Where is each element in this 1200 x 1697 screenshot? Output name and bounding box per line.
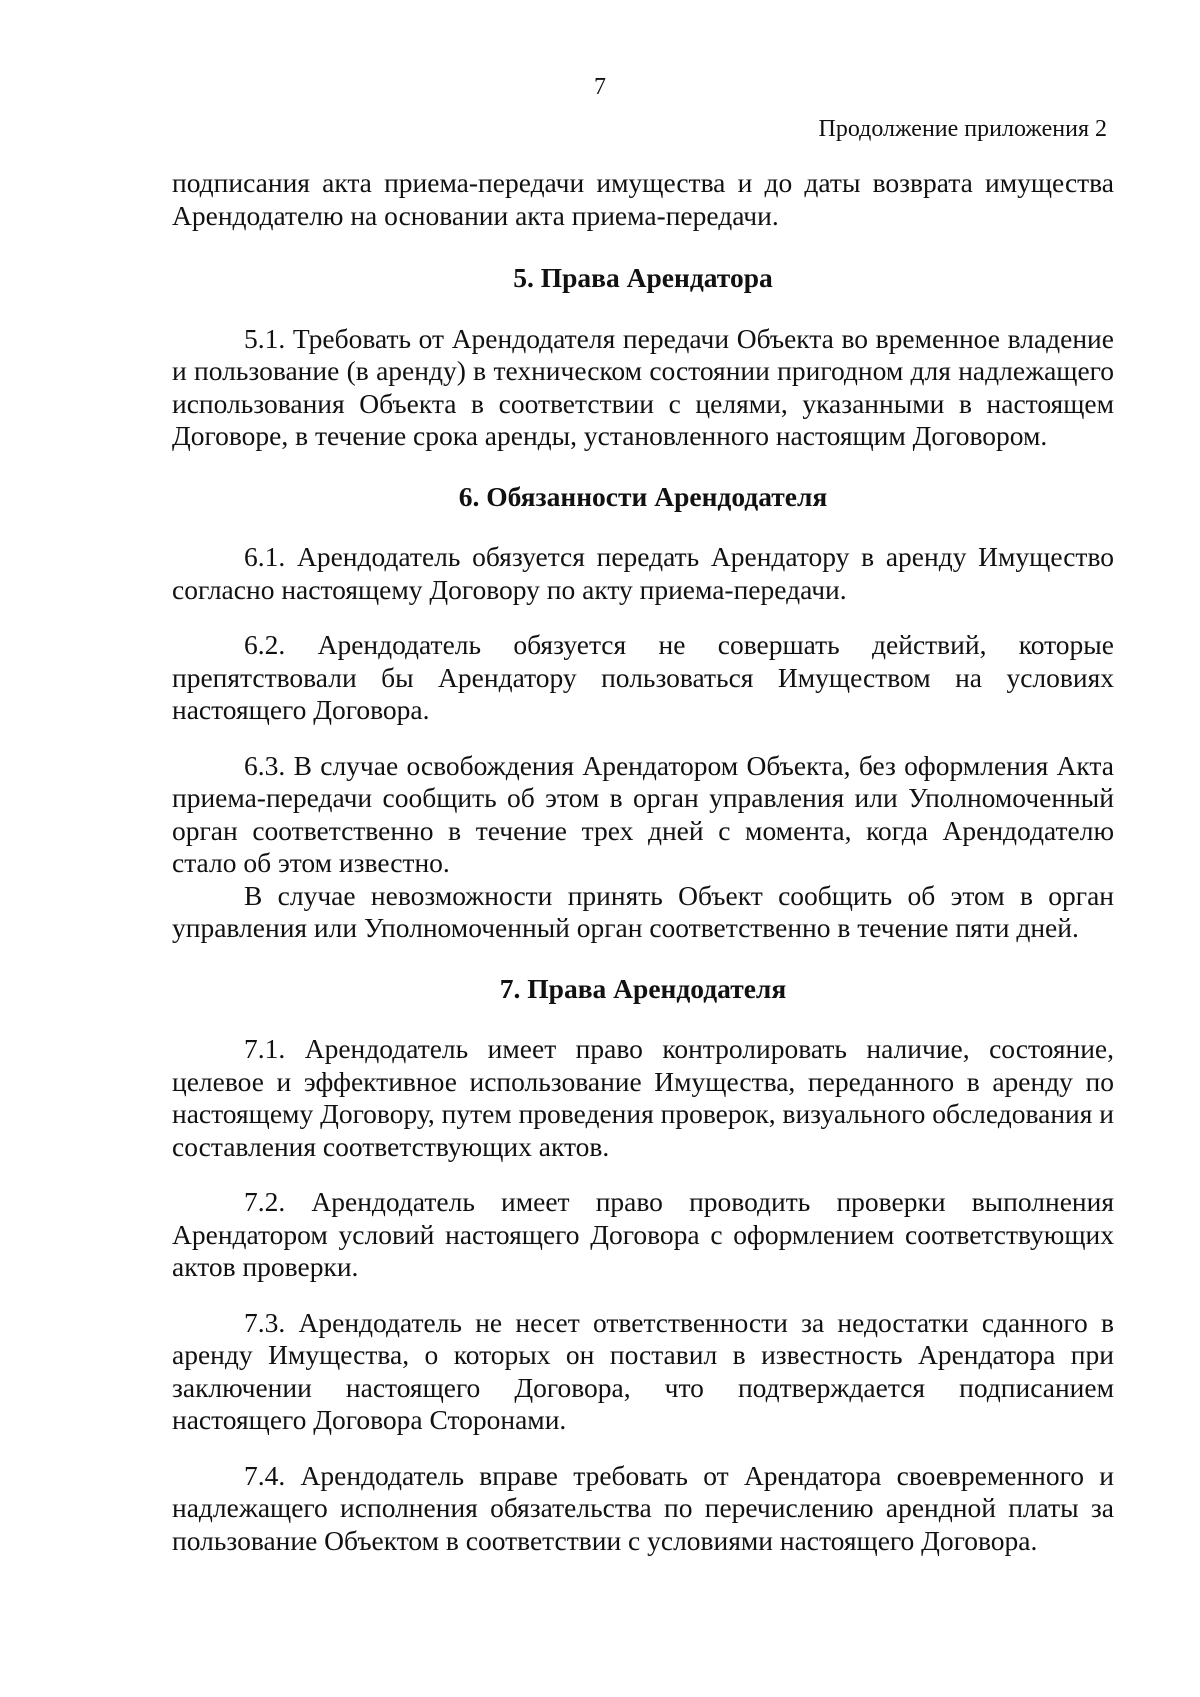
clause-6-2: 6.2. Арендодатель обязуется не совершать действий, которые препятствовали бы Арендатору пользоваться Имуществом на условиях настоящего Договора. (172, 629, 1114, 725)
clause-7-1: 7.1. Арендодатель имеет право контролировать наличие, состояние, целевое и эффективное использование Имущества, переданного в аренду по настоящему Договору, путем проведения проверок, визуального обследования и составления соответствующих актов. (172, 1033, 1114, 1162)
clause-6-3-continuation: В случае невозможности принять Объект сообщить об этом в орган управления или Уполномоченный орган соответственно в течение пяти дней. (172, 879, 1114, 943)
clause-7-4: 7.4. Арендодатель вправе требовать от Арендатора своевременного и надлежащего исполнения обязательства по перечислению арендной платы за пользование Объектом в соответствии с условиями настоящего Договора. (172, 1459, 1114, 1556)
clause-7-2: 7.2. Арендодатель имеет право проводить проверки выполнения Арендатором условий настоящего Договора с оформлением соответствующих актов проверки. (172, 1186, 1114, 1282)
clause-6-1: 6.1. Арендодатель обязуется передать Арендатору в аренду Имущество согласно настоящему Договору по акту приема-передачи. (172, 541, 1114, 605)
section-7 (172, 973, 1114, 1558)
clause-7-3: 7.3. Арендодатель не несет ответственности за недостатки сданного в аренду Имущества, о которых он поставил в известность Арендатора при заключении настоящего Договора, что подтверждается подписанием настоящего Договора Сторонами. (172, 1306, 1114, 1435)
intro-paragraph: подписания акта приема-передачи имущества и до даты возврата имущества Арендодателю на основании акта приема-передачи. (172, 167, 1114, 231)
section-title: 6. Обязанности Арендодателя (458, 480, 828, 512)
section-5 (172, 262, 1114, 453)
section-title: 5. Права Арендатора (513, 262, 773, 293)
document-body (172, 167, 1114, 1557)
section-6 (172, 481, 1114, 945)
appendix-continuation-label: Продолжение приложения 2 (818, 116, 1107, 142)
clause-6-3: 6.3. В случае освобождения Арендатором Объекта, без оформления Акта приема-передачи сообщить об этом в орган управления или Уполномоченный орган соответственно в течение трех дней с момента, когда Арендодателю стало об этом известно. (172, 749, 1114, 878)
clause-5-1: 5.1. Требовать от Арендодателя передачи Объекта во временное владение и пользование (в аренду) в техническом состоянии пригодном для надлежащего использования Объекта в соответствии с целями, указанными в настоящем Договоре, в течение срока аренды, установленного настоящим Договором. (172, 322, 1114, 451)
page-number: 7 (594, 74, 606, 100)
section-title: 7. Права Арендодателя (499, 972, 787, 1004)
